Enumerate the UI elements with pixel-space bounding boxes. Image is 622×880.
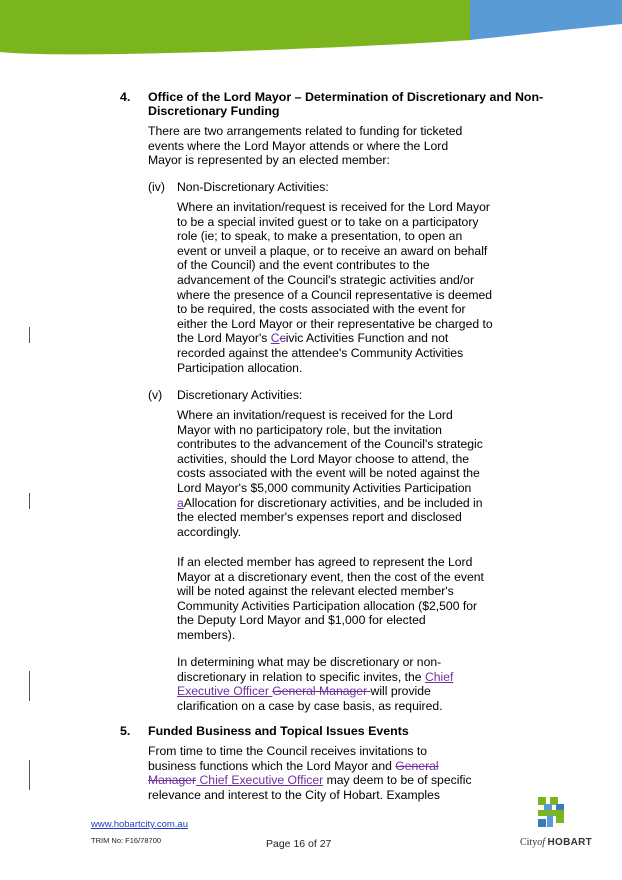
item-paragraph — [177, 200, 493, 375]
text-span: ivic Activities Function and not — [285, 331, 449, 346]
text-line: activities, should the Lord Mayor choose to attend, the — [177, 451, 469, 466]
text-line: recorded against the attendee's Community Activities — [177, 345, 464, 360]
tracked-deletion: General Manager — [272, 684, 371, 699]
text-line: members). — [177, 627, 236, 642]
item-title: Non-Discretionary Activities: — [177, 180, 329, 194]
text-line: Where an invitation/request is received for the Lord Mayor — [177, 200, 490, 214]
text-line: Mayor at a discretionary event, then the cost of the event — [177, 569, 484, 584]
text-line: contributes to the advancement of the Council's strategic — [177, 437, 483, 452]
logo-wordmark — [520, 837, 600, 848]
section-heading — [148, 90, 543, 118]
text-span: the Lord Mayor's — [177, 331, 271, 346]
text-line: to be required, the costs associated with the event for — [177, 302, 466, 317]
text-span: discretionary in relation to specific invites, the — [177, 669, 425, 684]
text-line: relevance and interest to the City of Hobart. Examples — [148, 787, 440, 802]
header-blue-banner — [470, 0, 622, 56]
text-line: In determining what may be discretionary or non- — [177, 655, 442, 669]
text-line: Mayor is represented by an elected member: — [148, 153, 390, 168]
text-line: either the Lord Mayor or their representative be charged to — [177, 316, 493, 331]
header-green-banner — [0, 0, 470, 56]
item-number: (iv) — [148, 180, 165, 194]
tracked-deletion: c — [279, 331, 286, 346]
text-line: Mayor with no participatory role, but the invitation — [177, 422, 442, 437]
trim-number: TRIM No: F16/78700 — [91, 836, 162, 845]
item-title: Discretionary Activities: — [177, 388, 303, 402]
text-line: Where an invitation/request is received for the Lord — [177, 408, 453, 422]
intro-paragraph — [148, 124, 462, 168]
section-number: 5. — [120, 724, 131, 738]
change-bar — [29, 327, 30, 343]
tracked-deletion: Manager — [148, 773, 197, 788]
text-line: Participation allocation. — [177, 360, 303, 375]
text-line: role (ie; to speak, to make a presentation, to open an — [177, 229, 463, 244]
discretionary-paragraph-2 — [177, 555, 484, 643]
text-line — [177, 670, 453, 685]
text-line — [177, 331, 493, 346]
logo-of: of — [537, 837, 546, 848]
heading-line: Office of the Lord Mayor – Determination of Discretionary and Non- — [148, 90, 544, 104]
text-line: accordingly. — [177, 524, 242, 539]
text-line — [177, 684, 453, 699]
tracked-deletion: General — [395, 758, 439, 773]
section-paragraph — [148, 744, 472, 802]
text-line — [177, 496, 483, 511]
text-line — [148, 759, 472, 774]
text-span: will provide — [370, 684, 431, 699]
logo-city: City — [520, 837, 538, 848]
text-span: A — [183, 495, 192, 510]
text-line: events where the Lord Mayor attends or where the Lord — [148, 138, 449, 153]
text-line: From time to time the Council receives invitations to — [148, 744, 428, 758]
text-line: the Deputy Lord Mayor and $1,000 for elected — [177, 613, 426, 628]
change-bar — [29, 493, 30, 509]
text-line: of the Council) and the event contributes to the — [177, 258, 430, 273]
text-line: where the presence of a Council representative is deemed — [177, 287, 493, 302]
tracked-insertion: Chief — [424, 669, 454, 684]
heading-line: Discretionary Funding — [148, 104, 280, 118]
tracked-insertion: Chief Executive Officer — [196, 773, 324, 788]
section-heading: Funded Business and Topical Issues Events — [148, 724, 409, 738]
text-line: Lord Mayor's $5,000 community Activities Participation — [177, 480, 472, 495]
change-bar — [29, 760, 30, 790]
logo-hobart: HOBART — [547, 837, 593, 848]
text-line: event or unveil a plaque, or to receive an award on behalf — [177, 243, 488, 258]
discretionary-paragraph-3 — [177, 655, 453, 713]
item-paragraph — [177, 408, 483, 539]
text-span: may deem to be of specific — [323, 773, 472, 788]
tracked-insertion: a — [177, 495, 184, 510]
section-number: 4. — [120, 90, 131, 104]
text-span: llocation for discretionary activities, and be included in — [191, 495, 483, 510]
text-line: There are two arrangements related to funding for ticketed — [148, 124, 463, 138]
text-line: advancement of the Council's strategic activities and/or — [177, 272, 475, 287]
text-line: the elected member's expenses report and disclosed — [177, 510, 462, 525]
tracked-insertion: Executive Officer — [177, 684, 273, 699]
text-line: costs associated with the event will be noted against the — [177, 466, 480, 481]
page-number: Page 16 of 27 — [266, 838, 332, 850]
tracked-insertion: C — [270, 331, 280, 346]
text-line — [148, 773, 472, 788]
change-bar — [29, 671, 30, 701]
item-number: (v) — [148, 388, 163, 402]
text-line: to be a special invited guest or to take on a participatory — [177, 214, 479, 229]
text-line: will be noted against the relevant elected member's — [177, 584, 454, 599]
text-line: Community Activities Participation allocation ($2,500 for — [177, 598, 478, 613]
text-span: business functions which the Lord Mayor and — [148, 758, 396, 773]
website-link[interactable]: www.hobartcity.com.au — [91, 819, 188, 830]
text-line: If an elected member has agreed to represent the Lord — [177, 555, 473, 569]
text-line: clarification on a case by case basis, as required. — [177, 698, 443, 713]
